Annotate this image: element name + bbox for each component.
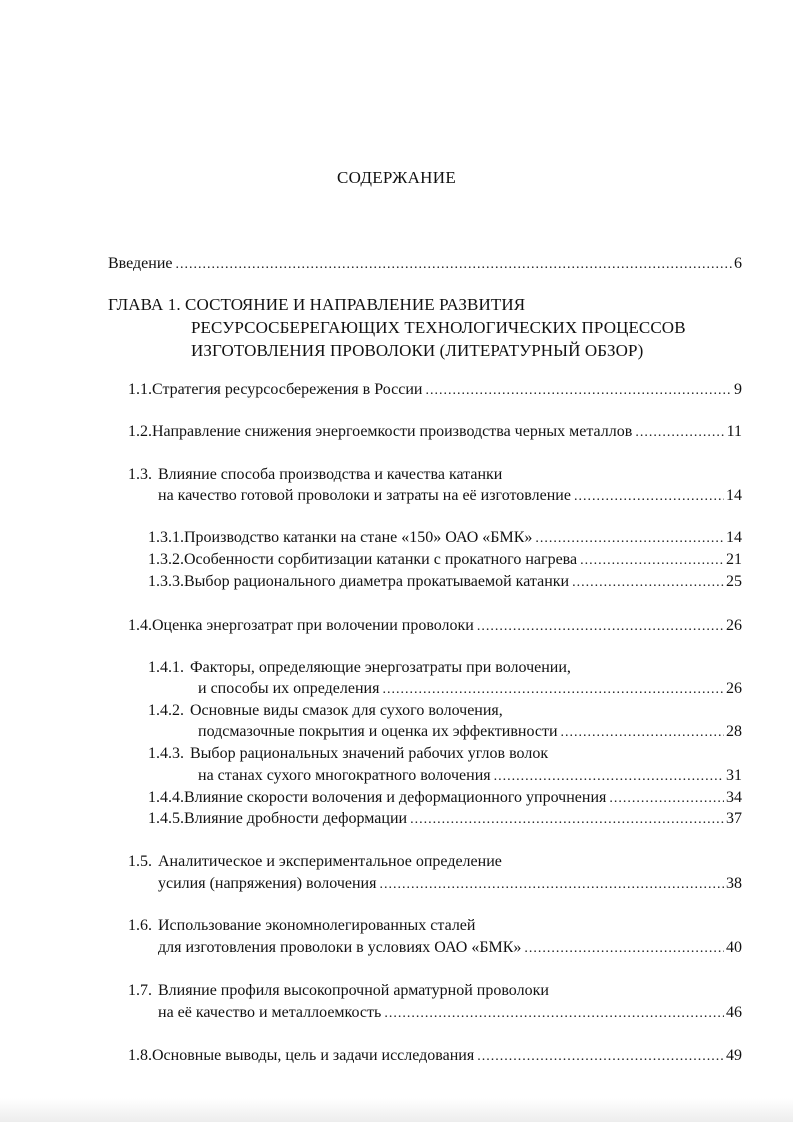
toc-entry-text: усилия (напряжения) волочения (158, 875, 377, 892)
leader-dots (572, 573, 724, 593)
toc-page-number: 25 (726, 573, 742, 590)
toc-entry-1-4-2-line1 (148, 701, 503, 721)
toc-entry-text: Введение (108, 255, 173, 272)
toc-entry-text: Производство катанки на стане «150» ОАО «БМК» (184, 529, 533, 546)
toc-page-number: 40 (726, 939, 742, 956)
toc-entry-text: и способы их определения (198, 680, 380, 697)
toc-entry-number: 1.4.4. (148, 789, 184, 806)
toc-entry-1-8[interactable] (128, 1046, 742, 1067)
chapter-heading-line3: ИЗГОТОВЛЕНИЯ ПРОВОЛОКИ (ЛИТЕРАТУРНЫЙ ОБЗОР) (191, 341, 644, 360)
toc-entry-number: 1.4.1. (148, 659, 184, 676)
toc-page-number: 31 (726, 767, 742, 784)
toc-entry-number: 1.3.1. (148, 529, 184, 546)
toc-entry-text: Особенности сорбитизации катанки с прокатного нагрева (184, 551, 578, 568)
toc-page-number: 38 (726, 875, 742, 892)
leader-dots (379, 875, 724, 895)
toc-entry-1-1[interactable] (128, 380, 742, 401)
toc-entry-text: Стратегия ресурсосбережения в России (152, 381, 423, 398)
toc-entry-text: на станах сухого многократного волочения (198, 767, 491, 784)
leader-dots (561, 723, 724, 743)
toc-entry-1-5[interactable] (158, 874, 742, 895)
toc-page-number: 34 (726, 789, 742, 806)
toc-entry-1-4-3-line1 (148, 744, 548, 764)
toc-entry-number: 1.3.2. (148, 551, 184, 568)
toc-entry-1-5-line1 (128, 852, 502, 872)
toc-entry-1-3-line1 (128, 465, 502, 485)
leader-dots (384, 1004, 724, 1024)
toc-entry-number: 1.5. (128, 853, 152, 870)
toc-entry-1-6-line1 (128, 916, 475, 936)
leader-dots (580, 551, 724, 571)
toc-page-number: 37 (726, 810, 742, 827)
toc-entry-text: Основные выводы, цель и задачи исследования (152, 1047, 475, 1064)
toc-entry-1-4-4[interactable] (148, 788, 742, 809)
leader-dots (635, 423, 724, 443)
toc-entry-1-3-2[interactable] (148, 550, 742, 571)
toc-entry-number: 1.1. (128, 381, 152, 398)
leader-dots (382, 680, 724, 700)
toc-entry-number: 1.7. (128, 982, 152, 999)
toc-entry-1-4-1[interactable] (198, 679, 742, 700)
scan-shadow (0, 1098, 793, 1122)
toc-entry-1-4[interactable] (128, 616, 742, 637)
toc-entry-1-2[interactable] (128, 422, 742, 443)
toc-page-number: 14 (726, 487, 742, 504)
toc-page-number: 46 (726, 1004, 742, 1021)
leader-dots (425, 381, 732, 401)
toc-entry-text: подсмазочные покрытия и оценка их эффективности (198, 723, 558, 740)
toc-entry-text: Направление снижения энергоемкости производства черных металлов (152, 423, 633, 440)
toc-entry-text: Основные виды смазок для сухого волочения, (190, 702, 503, 719)
leader-dots (609, 789, 724, 809)
toc-entry-number: 1.3. (128, 466, 152, 483)
toc-entry-text: на её качество и металлоемкость (158, 1004, 382, 1021)
toc-entry-1-4-2[interactable] (198, 722, 742, 743)
toc-entry-1-4-3[interactable] (198, 766, 742, 787)
toc-entry-text: Влияние способа производства и качества катанки (158, 466, 503, 483)
toc-entry-number: 1.4.2. (148, 702, 184, 719)
toc-entry-1-4-5[interactable] (148, 809, 742, 830)
leader-dots (410, 810, 724, 830)
toc-entry-number: 1.4.3. (148, 745, 184, 762)
leader-dots (477, 617, 724, 637)
toc-entry-text: Оценка энергозатрат при волочении проволоки (152, 617, 474, 634)
toc-entry-1-7[interactable] (158, 1003, 742, 1024)
toc-entry-text: Использование экономнолегированных сталей (158, 917, 476, 934)
toc-entry-text: Влияние скорости волочения и деформационного упрочнения (184, 789, 607, 806)
leader-dots (524, 939, 724, 959)
toc-entry-1-3-1[interactable] (148, 528, 742, 549)
toc-entry-intro[interactable] (108, 254, 742, 275)
toc-entry-number: 1.8. (128, 1047, 152, 1064)
toc-page-number: 26 (726, 617, 742, 634)
leader-dots (477, 1047, 724, 1067)
toc-entry-1-7-line1 (128, 981, 549, 1001)
toc-entry-text: Влияние дробности деформации (184, 810, 408, 827)
toc-page-number: 9 (734, 381, 742, 398)
toc-entry-1-4-1-line1 (148, 658, 571, 678)
toc-entry-text: Аналитическое и экспериментальное определение (158, 853, 502, 870)
leader-dots (494, 767, 724, 787)
toc-entry-number: 1.6. (128, 917, 152, 934)
toc-page-number: 26 (726, 680, 742, 697)
toc-entry-number: 1.3.3. (148, 573, 184, 590)
toc-page-number: 49 (726, 1047, 742, 1064)
toc-page-number: 21 (726, 551, 742, 568)
toc-entry-number: 1.2. (128, 423, 152, 440)
toc-page-number: 6 (734, 255, 742, 272)
leader-dots (535, 529, 724, 549)
toc-page-number: 14 (726, 529, 742, 546)
toc-entry-text: Выбор рационального диаметра прокатываемой катанки (184, 573, 570, 590)
chapter-heading-line1: ГЛАВА 1. СОСТОЯНИЕ И НАПРАВЛЕНИЕ РАЗВИТИЯ (108, 295, 526, 314)
toc-entry-text: Выбор рациональных значений рабочих углов волок (190, 745, 549, 762)
toc-page-number: 11 (726, 423, 742, 440)
toc-entry-1-6[interactable] (158, 938, 742, 959)
toc-entry-1-3[interactable] (158, 486, 742, 507)
leader-dots (176, 255, 733, 275)
toc-entry-text: для изготовления проволоки в условиях ОАО «БМК» (158, 939, 522, 956)
toc-entry-number: 1.4.5. (148, 810, 184, 827)
toc-entry-1-3-3[interactable] (148, 572, 742, 593)
toc-entry-number: 1.4. (128, 617, 152, 634)
page-title: СОДЕРЖАНИЕ (336, 168, 457, 187)
toc-entry-text: на качество готовой проволоки и затраты на её изготовление (158, 487, 571, 504)
leader-dots (574, 487, 724, 507)
toc-entry-text: Влияние профиля высокопрочной арматурной проволоки (158, 982, 549, 999)
chapter-heading-line2: РЕСУРСОСБЕРЕГАЮЩИХ ТЕХНОЛОГИЧЕСКИХ ПРОЦЕССОВ (191, 318, 686, 337)
toc-page-number: 28 (726, 723, 742, 740)
toc-entry-text: Факторы, определяющие энергозатраты при волочении, (190, 659, 571, 676)
